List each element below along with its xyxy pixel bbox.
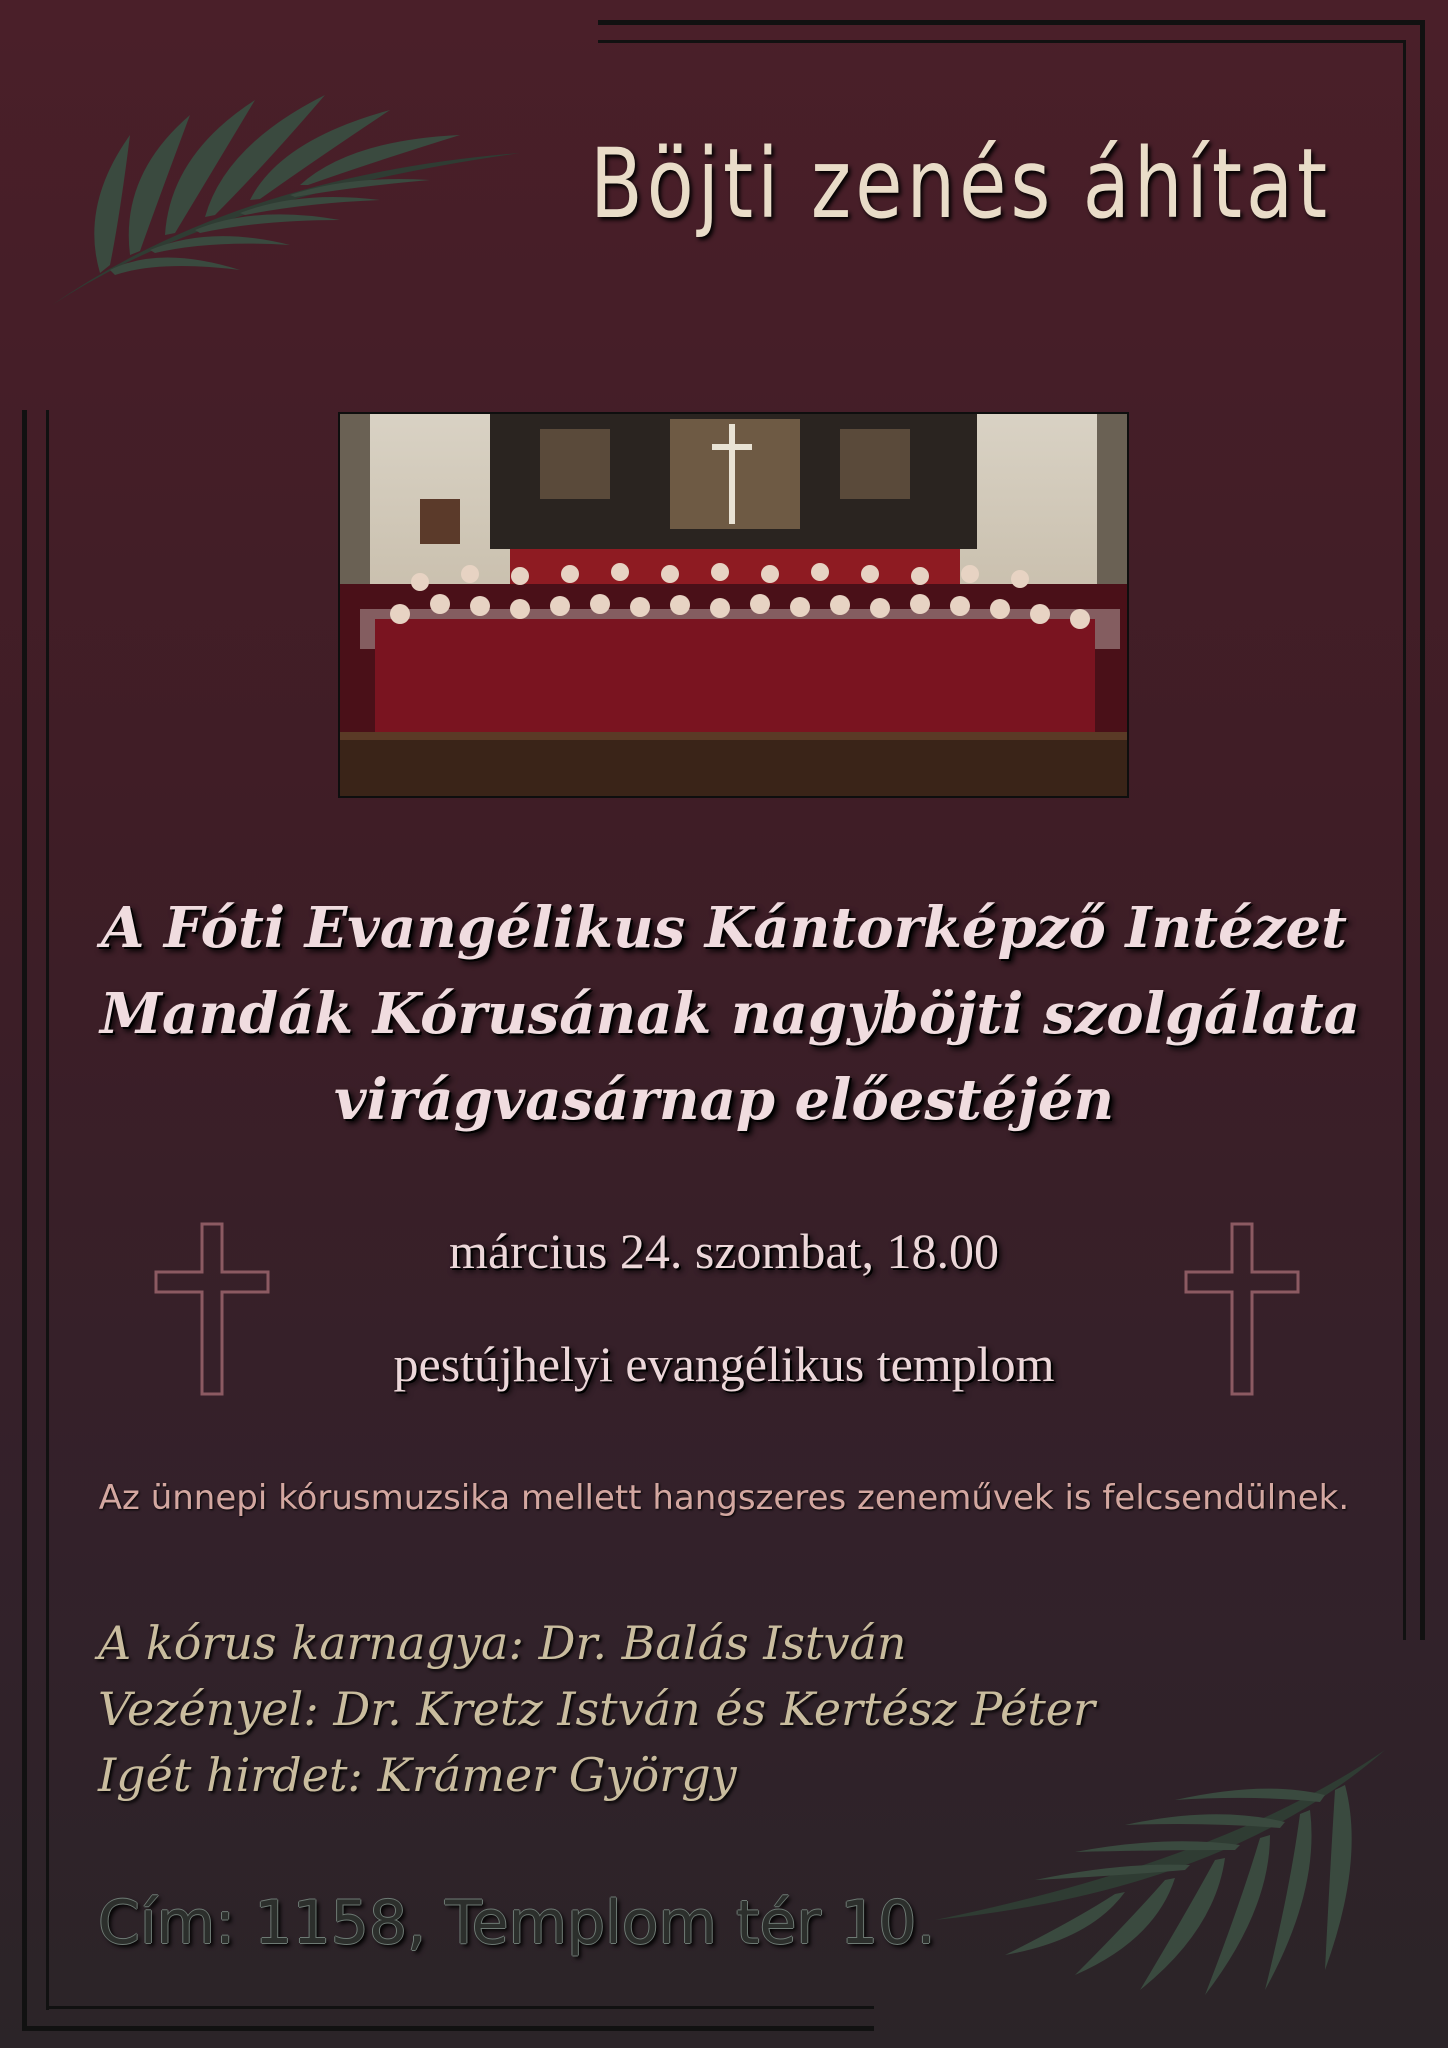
address: Cím: 1158, Templom tér 10.	[98, 1888, 936, 1958]
credit-line: Vezényel: Dr. Kretz István és Kertész Péter	[98, 1682, 1096, 1736]
palm-leaf-icon	[40, 55, 530, 315]
frame-bottom-outer	[22, 2026, 874, 2031]
choir-photo-illustration	[340, 414, 1127, 796]
page-title: Böjti zenés áhítat	[590, 128, 1332, 240]
credits	[98, 1610, 1095, 1808]
heading-line: A Fóti Evangélikus Kántorképző Intézet	[100, 895, 1348, 961]
frame-left-outer	[22, 410, 27, 2030]
heading-line: virágvasárnap előestéjén	[333, 1067, 1115, 1133]
credit-line: Igét hirdet: Krámer György	[98, 1748, 737, 1802]
frame-bottom-inner	[46, 2006, 874, 2009]
frame-left-inner	[46, 410, 49, 2010]
event-datetime: március 24. szombat, 18.00	[449, 1223, 999, 1279]
event-venue: pestújhelyi evangélikus templom	[393, 1336, 1055, 1392]
frame-right-outer	[1420, 20, 1425, 1640]
frame-top-outer	[598, 20, 1424, 25]
credit-line: A kórus karnagya: Dr. Balás István	[98, 1616, 907, 1670]
heading-line: Mandák Kórusának nagyböjti szolgálata	[100, 981, 1361, 1047]
program-note: Az ünnepi kórusmuzsika mellett hangszeres zeneművek is felcsendülnek.	[98, 1478, 1350, 1518]
frame-right-inner	[1403, 40, 1406, 1640]
choir-photo	[338, 412, 1129, 798]
event-heading	[100, 885, 1361, 1143]
frame-top-inner	[598, 40, 1406, 43]
